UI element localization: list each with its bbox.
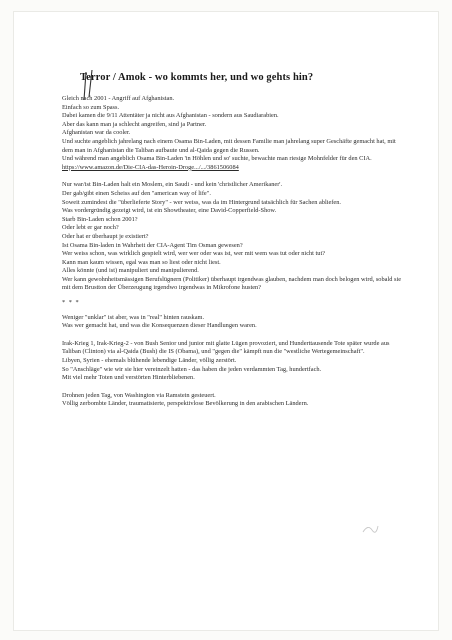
paragraph: Soweit zumindest die "überlieferte Story" - wer weiss, was da im Hintergrund tatsächlich für Sachen abliefen. — [62, 198, 341, 206]
paragraph: Drohnen jeden Tag, von Washington via Ramstein gesteuert. — [62, 391, 216, 399]
pen-scribble-icon — [360, 518, 380, 538]
paragraph: Libyen, Syrien - ehemals blühende lebendige Länder, völlig zerstört. — [62, 357, 237, 365]
paragraph: Völlig zerbombte Länder, traumatisierte, perspektivlose Bevölkerung in den arabischen Ländern. — [62, 400, 309, 408]
amazon-link[interactable]: https://www.amazon.de/Die-CIA-das-Heroin-Droge.../.../3861506084 — [62, 163, 239, 171]
paragraph: Oder hat er überhaupt je existiert? — [62, 232, 149, 240]
document-body — [62, 95, 402, 409]
paragraph: Gleich nach 2001 - Angriff auf Afghanistan. — [62, 95, 175, 102]
paragraph: Was wer gemacht hat, und was die Konsequenzen dieser Handlungen waren. — [62, 322, 257, 330]
paragraph: Alles könnte (und ist) manipuliert und manipulierend. — [62, 267, 199, 275]
paragraph: Wer weiss schon, was wirklich gespielt wird, wer wer oder was ist, wer mit wem was tut oder nicht tut? — [62, 250, 326, 258]
paragraph: Wer kann gewohnheitsmässigen Berufslügnern (Politiker) überhaupt irgendwas glauben, nachdem man doch belogen wird, sobald sie mit dem Brustton der Überzeugung irgendwo irgendwas in Mikrofone husten? — [62, 275, 402, 292]
paragraph: Der gab/gibt einen Scheiss auf den "american way of life". — [62, 189, 211, 197]
paragraph: Was vordergründig gezeigt wird, ist ein Showtheater, eine David-Copperfield-Show. — [62, 207, 277, 215]
paragraph: Nur war/ist Bin-Laden halt ein Moslem, ein Saudi - und kein 'christlicher Amerikaner'. — [62, 181, 283, 189]
paragraph: Aber das kann man ja schlecht angreifen, sind ja Partner. — [62, 120, 207, 128]
separator: * * * — [62, 299, 80, 307]
paragraph: So "Anschläge" wie wir sie hier vereinzelt hatten - das haben die jeden verdammten Tag, hundertfach. — [62, 365, 322, 373]
paragraph: Einfach so zum Spass. — [62, 103, 120, 111]
paragraph: Kann man kaum wissen, egal was man so liest oder nicht liest. — [62, 258, 221, 266]
paragraph: Und suchte angeblich jahrelang nach einem Osama Bin-Laden, mit dessen Familie man jahrelang super Geschäfte gemacht hat, mit dem man in Afghanistan die Taliban aufbaute und al-Qaida gegen die Russen. — [62, 137, 396, 154]
paragraph: Mit viel mehr Toten und verstörten Hinterbliebenen. — [62, 374, 195, 382]
paragraph: Ist Osama Bin-laden in Wahrheit der CIA-Agent Tim Osman gewesen? — [62, 241, 243, 249]
document-title: Terror / Amok - wo kommts her, und wo gehts hin? — [80, 72, 314, 83]
paragraph: Irak-Krieg 1, Irak-Krieg-2 - von Bush Senior und junior mit glatte Lügen provoziert, und Hunderttausende Tote später wurde aus Taliban (Clinton) via al-Qaida (Bush) die IS (Obama), und "gegen die" kämpft nun die "westliche Wertegemeinschaft". — [62, 339, 390, 356]
paragraph: Und während man angeblich Osama Bin-Laden 'in Höhlen und so' suchte, bewachte man riesige Mohnfelder für den CIA. — [62, 155, 372, 163]
paragraph: Weniger "unklar" ist aber, was in "real" hinten rauskam. — [62, 313, 205, 321]
paragraph: Dabei kamen die 9/11 Attentäter ja nicht aus Afghanistan - sondern aus Saudiarabien. — [62, 112, 279, 120]
paragraph: Oder lebt er gar noch? — [62, 224, 119, 232]
paragraph: Afghanistan war da cooler. — [62, 129, 131, 137]
paragraph: Starb Bin-Laden schon 2001? — [62, 215, 138, 223]
